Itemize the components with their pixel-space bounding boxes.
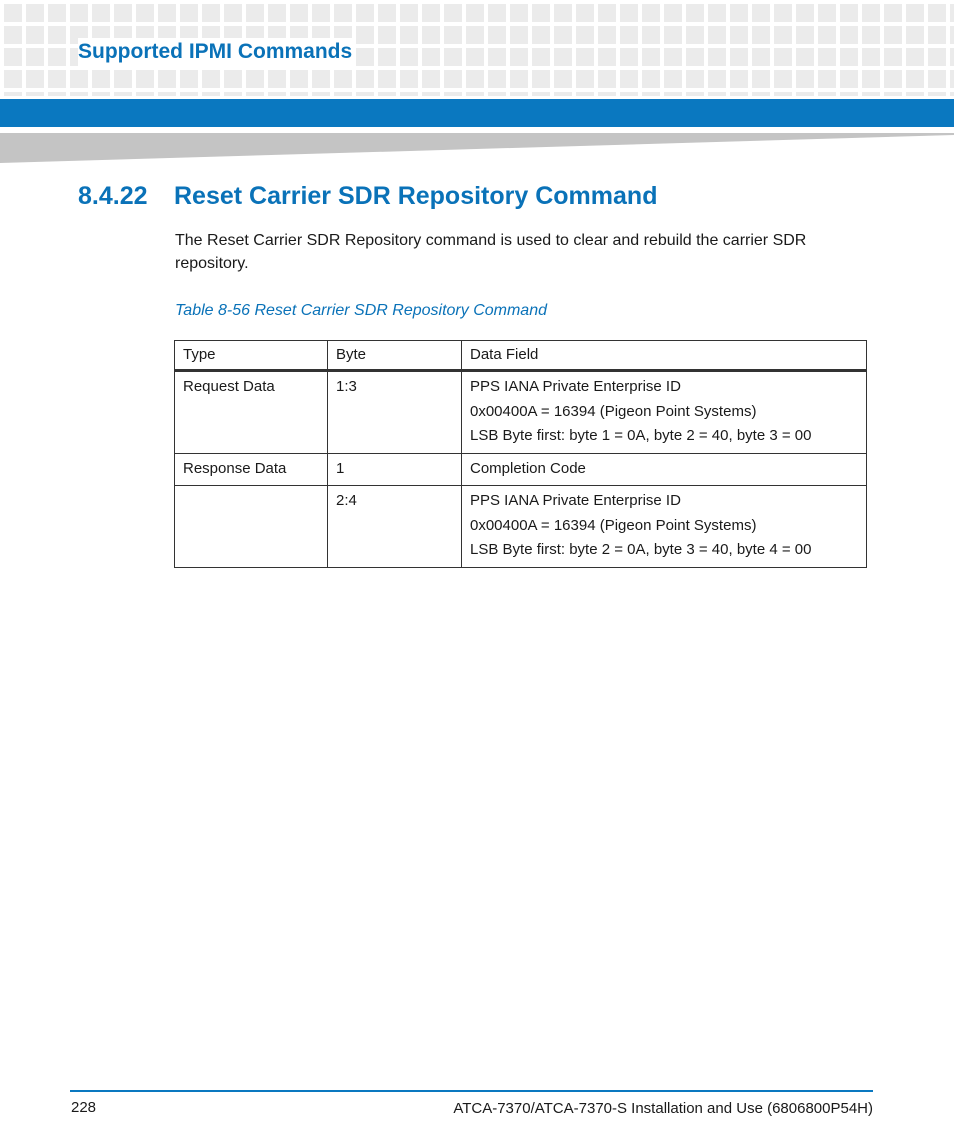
- cell-byte: 2:4: [328, 486, 462, 568]
- data-line: LSB Byte first: byte 2 = 0A, byte 3 = 40, byte 4 = 00: [470, 541, 812, 558]
- page-number: 228: [71, 1099, 97, 1116]
- cell-type: [175, 486, 328, 568]
- section-title: Reset Carrier SDR Repository Command: [174, 182, 658, 210]
- chapter-header-title: Supported IPMI Commands: [78, 38, 356, 66]
- cell-type: Request Data: [175, 371, 328, 454]
- command-table: [174, 340, 867, 568]
- data-line: Completion Code: [470, 459, 586, 477]
- table-row: [175, 371, 867, 454]
- cell-data-field: [462, 453, 867, 486]
- table-row: [175, 453, 867, 486]
- cell-byte: 1:3: [328, 371, 462, 454]
- cell-byte: 1: [328, 453, 462, 486]
- header-blue-bar: [0, 99, 954, 127]
- header-byte: Byte: [328, 341, 462, 371]
- footer-rule: [70, 1090, 873, 1092]
- section-number: 8.4.22: [78, 182, 148, 210]
- cell-type: Response Data: [175, 453, 328, 486]
- data-line: LSB Byte first: byte 1 = 0A, byte 2 = 40, byte 3 = 00: [470, 427, 812, 444]
- data-line: PPS IANA Private Enterprise ID: [470, 378, 681, 395]
- data-line: PPS IANA Private Enterprise ID: [470, 492, 681, 509]
- cell-data-field: [462, 371, 867, 454]
- header-type: Type: [175, 341, 328, 371]
- table-caption: Table 8-56 Reset Carrier SDR Repository Command: [175, 302, 547, 319]
- document-title: ATCA-7370/ATCA-7370-S Installation and Use (6806800P54H): [453, 1100, 873, 1117]
- data-line: 0x00400A = 16394 (Pigeon Point Systems): [470, 516, 757, 534]
- intro-paragraph: The Reset Carrier SDR Repository command is used to clear and rebuild the carrier SDR repository.: [175, 232, 807, 272]
- cell-data-field: [462, 486, 867, 568]
- header-grey-swoosh: [0, 127, 954, 163]
- table-header-row: [175, 341, 867, 371]
- header-data-field: Data Field: [462, 341, 867, 371]
- table-row: [175, 486, 867, 568]
- data-line: 0x00400A = 16394 (Pigeon Point Systems): [470, 402, 757, 420]
- section-heading: [78, 182, 657, 211]
